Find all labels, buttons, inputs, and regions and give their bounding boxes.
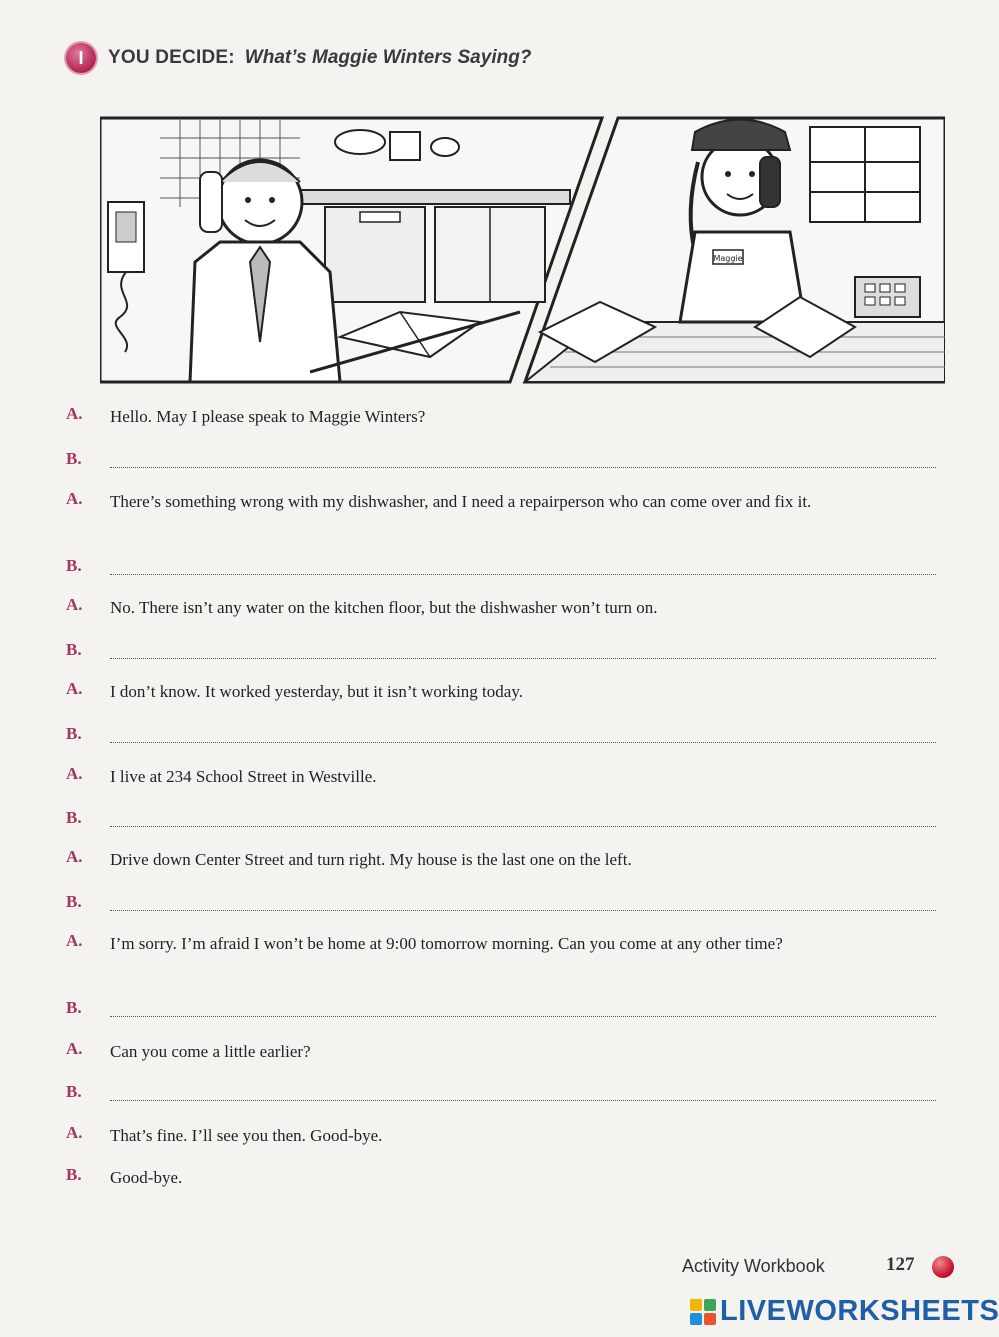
speaker-b: B. bbox=[66, 998, 82, 1017]
section-header bbox=[66, 40, 531, 76]
dialog-line bbox=[66, 489, 938, 515]
speaker-b: B. bbox=[66, 556, 82, 575]
dialog-text: There’s something wrong with my dishwasher, and I need a repairperson who can come over and fix it. bbox=[110, 492, 812, 511]
dialog-line bbox=[66, 1039, 938, 1065]
liveworksheets-logo-icon bbox=[690, 1299, 716, 1325]
speaker-a: A. bbox=[66, 679, 83, 698]
dialog-line bbox=[66, 404, 938, 430]
answer-blank[interactable] bbox=[110, 556, 936, 575]
speaker-a: A. bbox=[66, 764, 83, 783]
speaker-b: B. bbox=[66, 1165, 82, 1184]
dialog-line bbox=[66, 998, 938, 1018]
dialog-text: I live at 234 School Street in Westville. bbox=[110, 767, 377, 786]
speaker-a: A. bbox=[66, 847, 83, 866]
dialog-text: I’m sorry. I’m afraid I won’t be home at 9:00 tomorrow morning. Can you come at any other time? bbox=[110, 934, 783, 953]
dialog-line bbox=[66, 679, 938, 705]
speaker-a: A. bbox=[66, 404, 83, 423]
dialog-line bbox=[66, 847, 938, 873]
dialog-text: I don’t know. It worked yesterday, but it isn’t working today. bbox=[110, 682, 523, 701]
dialog-line bbox=[66, 808, 938, 828]
section-badge: I bbox=[66, 43, 96, 73]
dialog-line bbox=[66, 1165, 938, 1191]
liveworksheets-brand bbox=[690, 1295, 999, 1328]
dialog-line bbox=[66, 449, 938, 469]
dialog-line bbox=[66, 1123, 938, 1149]
speaker-a: A. bbox=[66, 1039, 83, 1058]
phone-call-illustration bbox=[100, 112, 945, 387]
answer-blank[interactable] bbox=[110, 998, 936, 1017]
dialog-text: Drive down Center Street and turn right. My house is the last one on the left. bbox=[110, 850, 632, 869]
speaker-a: A. bbox=[66, 1123, 83, 1142]
book-title: Activity Workbook bbox=[682, 1256, 825, 1276]
dialog-line bbox=[66, 595, 938, 621]
dialog-text: Good-bye. bbox=[110, 1168, 183, 1187]
answer-blank[interactable] bbox=[110, 808, 936, 827]
speaker-b: B. bbox=[66, 1082, 82, 1101]
answer-blank[interactable] bbox=[110, 1082, 936, 1101]
dialog-line bbox=[66, 764, 938, 790]
name-tag: Maggie bbox=[713, 254, 743, 263]
speaker-b: B. bbox=[66, 449, 82, 468]
kitchen-scene-panel bbox=[100, 118, 602, 382]
section-label: YOU DECIDE: bbox=[108, 47, 235, 68]
dialog-text: Can you come a little earlier? bbox=[110, 1042, 311, 1061]
section-title: What’s Maggie Winters Saying? bbox=[244, 47, 532, 68]
dialog-line bbox=[66, 556, 938, 576]
speaker-b: B. bbox=[66, 724, 82, 743]
answer-blank[interactable] bbox=[110, 640, 936, 659]
speaker-a: A. bbox=[66, 931, 83, 950]
answer-blank[interactable] bbox=[110, 892, 936, 911]
dialog-line bbox=[66, 724, 938, 744]
page-dot-icon bbox=[932, 1256, 954, 1278]
page-number: 127 bbox=[886, 1254, 915, 1275]
dialog-line bbox=[66, 892, 938, 912]
dialog-text: Hello. May I please speak to Maggie Winters? bbox=[110, 407, 426, 426]
dialog-text: No. There isn’t any water on the kitchen floor, but the dishwasher won’t turn on. bbox=[110, 598, 658, 617]
dialog-line bbox=[66, 1082, 938, 1102]
brand-name: LIVEWORKSHEETS bbox=[720, 1295, 999, 1327]
speaker-b: B. bbox=[66, 808, 82, 827]
dialog-text: That’s fine. I’ll see you then. Good-bye. bbox=[110, 1126, 383, 1145]
dialog-line bbox=[66, 640, 938, 660]
answer-blank[interactable] bbox=[110, 724, 936, 743]
speaker-a: A. bbox=[66, 489, 83, 508]
speaker-a: A. bbox=[66, 595, 83, 614]
speaker-b: B. bbox=[66, 892, 82, 911]
answer-blank[interactable] bbox=[110, 449, 936, 468]
speaker-b: B. bbox=[66, 640, 82, 659]
dialog-line bbox=[66, 931, 938, 957]
